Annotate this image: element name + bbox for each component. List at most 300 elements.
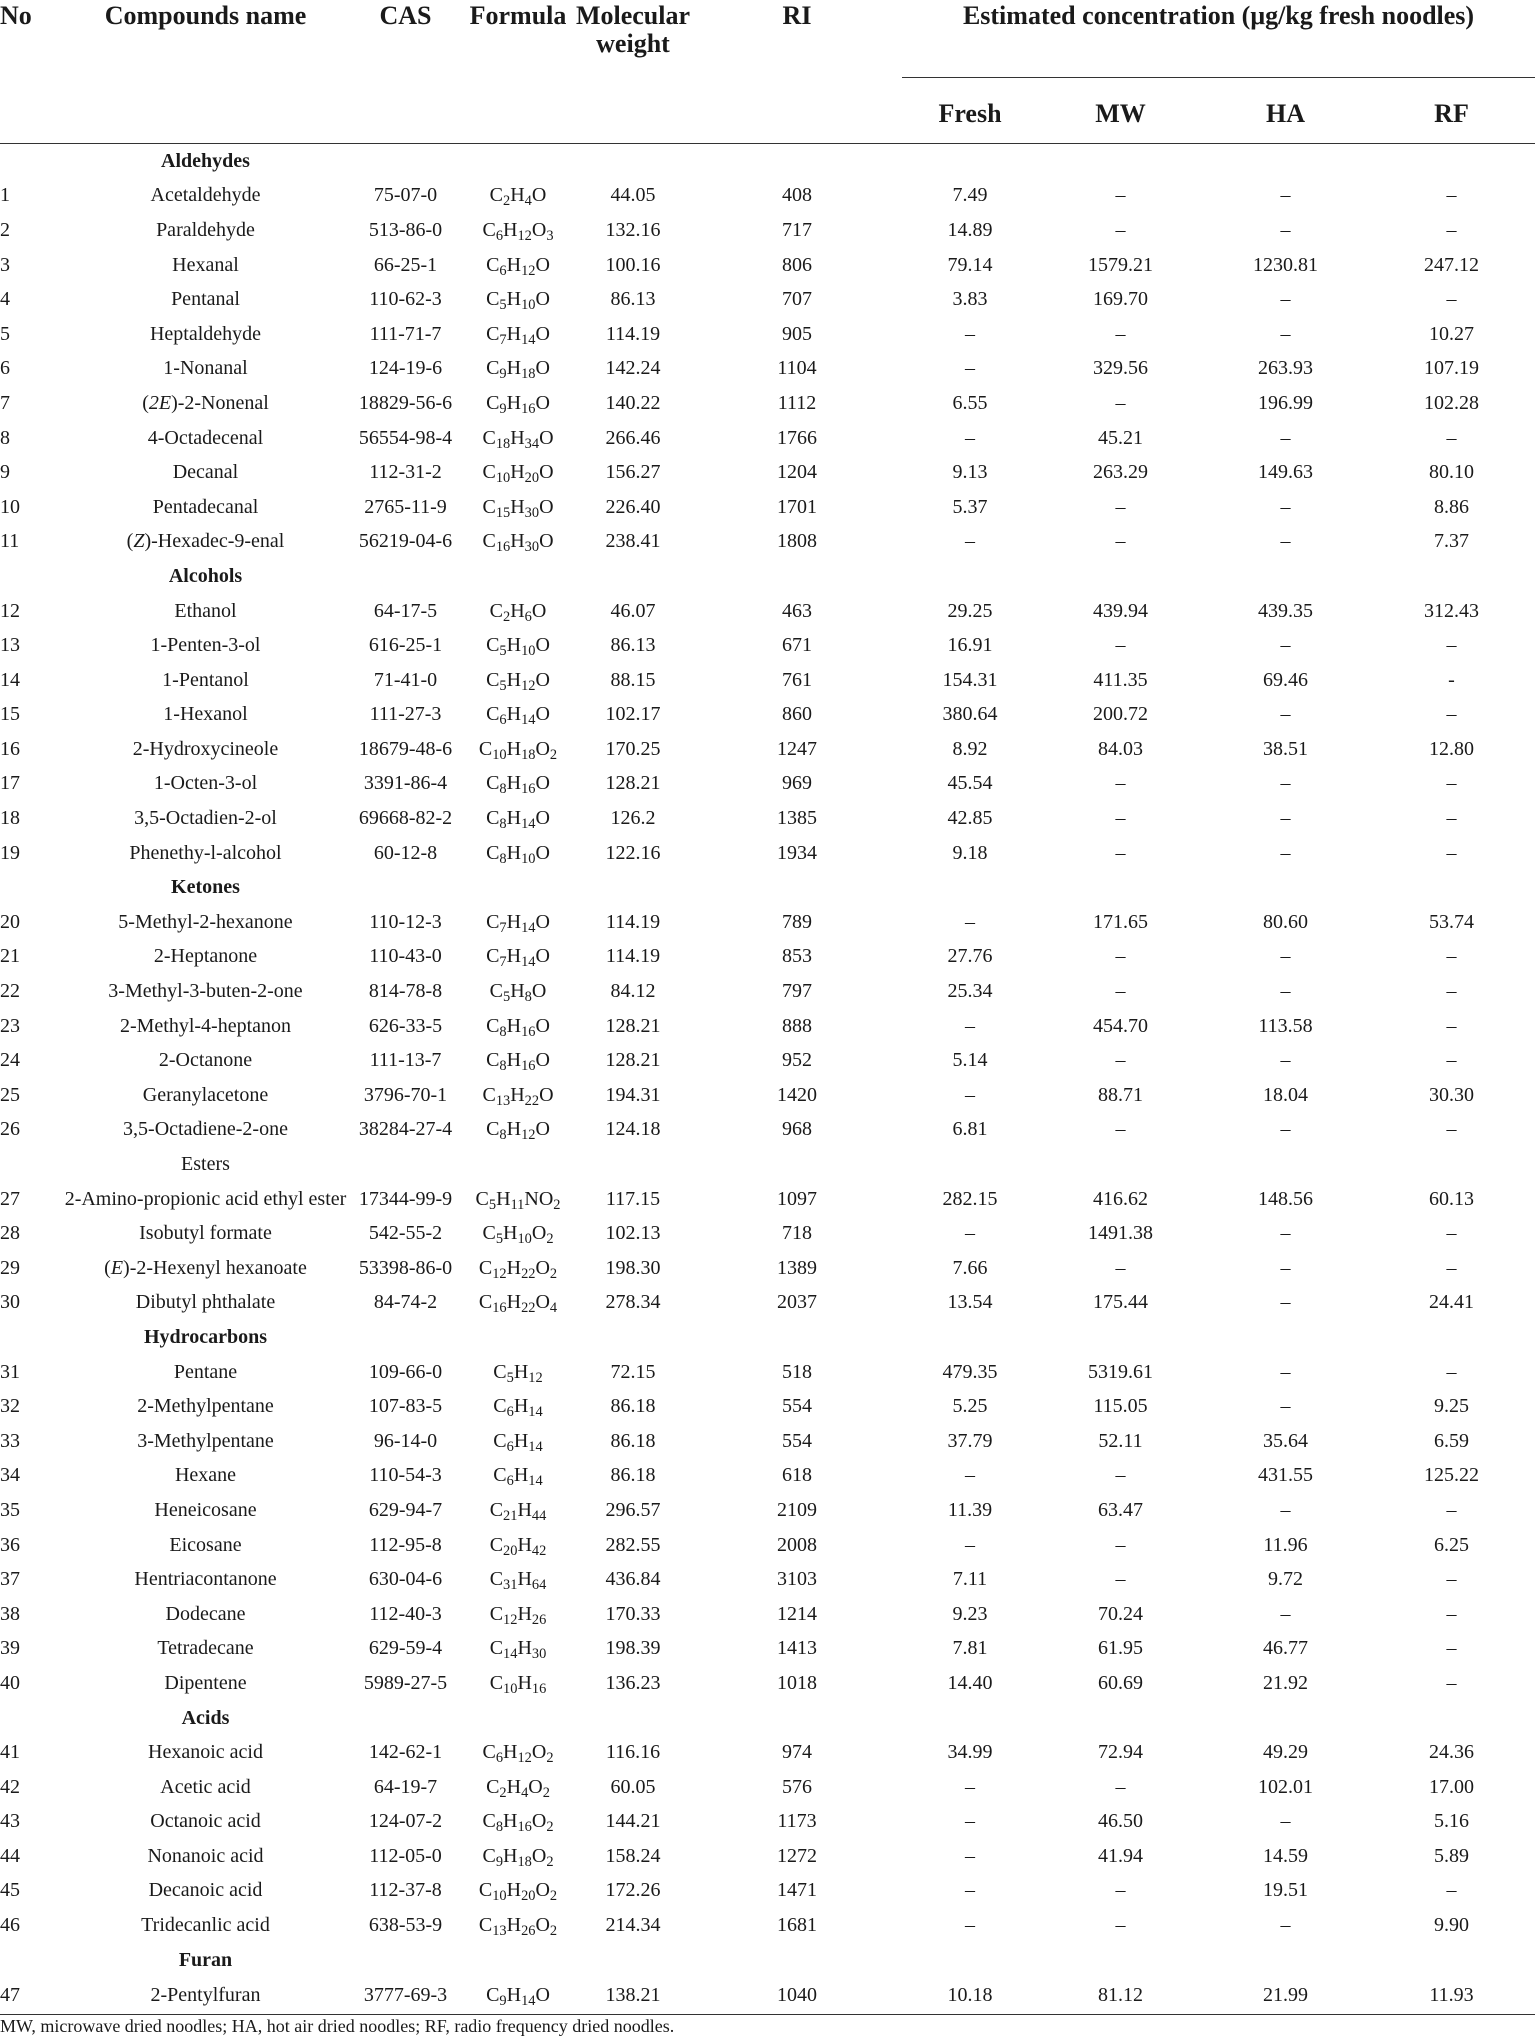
cell-cas: 542-55-2: [368, 1222, 443, 1245]
cell-ri: 1173: [777, 1810, 817, 1833]
cell-fresh: 3.83: [952, 288, 988, 311]
cell-rf: 5.89: [1434, 1844, 1469, 1867]
cell-ha: 19.51: [1263, 1879, 1308, 1902]
cell-formula: $C_{13}H_{26}O_2$: [478, 1914, 558, 1940]
cell-ha: 80.60: [1263, 910, 1308, 933]
cell-molecular-weight: 194.31: [605, 1083, 661, 1106]
table-row: [0, 974, 1535, 1009]
cell-fresh: 6.55: [952, 391, 988, 414]
cell-mw: –: [1115, 391, 1126, 414]
cell-ha: –: [1280, 980, 1291, 1003]
cell-mw: 454.70: [1093, 1014, 1148, 1037]
category-row: [0, 559, 1535, 594]
cell-molecular-weight: 266.46: [605, 426, 661, 449]
cell-fresh: 29.25: [947, 599, 993, 622]
cell-cas: 3391-86-4: [363, 772, 448, 795]
cell-cas: 84-74-2: [373, 1291, 438, 1314]
table-row: [0, 248, 1535, 283]
cell-molecular-weight: 124.18: [605, 1118, 661, 1141]
table-header: [0, 0, 1535, 144]
cell-ri: 969: [782, 772, 812, 795]
cell-cas: 814-78-8: [368, 980, 443, 1003]
cell-no: 45: [0, 1879, 20, 1902]
header-formula: Formula: [469, 1, 567, 30]
cell-fresh: 9.13: [952, 461, 988, 484]
category-spacer: [0, 870, 62, 905]
cell-ha: –: [1280, 1118, 1291, 1141]
cell-rf: –: [1446, 1602, 1457, 1625]
cell-cas: 616-25-1: [368, 634, 443, 657]
cell-ha: 69.46: [1263, 668, 1308, 691]
cell-no: 26: [0, 1118, 20, 1141]
cell-ha: –: [1280, 184, 1291, 207]
cell-ri: 905: [782, 322, 812, 345]
cell-ri: 1097: [777, 1187, 817, 1210]
cell-mw: –: [1115, 1049, 1126, 1072]
cell-ha: –: [1280, 426, 1291, 449]
cell-ri: 1471: [777, 1879, 817, 1902]
header-ha: HA: [1203, 78, 1368, 144]
cell-fresh: –: [965, 357, 975, 380]
cell-no: 35: [0, 1498, 20, 1521]
cell-compound-name: (E)-2-Hexenyl hexanoate: [104, 1256, 307, 1279]
cell-ha: 49.29: [1263, 1741, 1308, 1764]
cell-compound-name: 4-Octadecenal: [147, 426, 264, 449]
cell-compound-name: 2-Methylpentane: [137, 1395, 274, 1418]
cell-compound-name: Phenethy-l-alcohol: [129, 841, 282, 864]
cell-no: 15: [0, 703, 20, 726]
cell-rf: 8.86: [1434, 495, 1469, 518]
cell-molecular-weight: 282.55: [605, 1533, 661, 1556]
cell-cas: 124-07-2: [368, 1810, 443, 1833]
cell-rf: 11.93: [1368, 1977, 1535, 2015]
cell-formula: $C_6H_{14}O$: [486, 703, 550, 729]
table-row: [0, 421, 1535, 456]
cell-rf: 125.22: [1424, 1464, 1479, 1487]
cell-mw: –: [1115, 1568, 1126, 1591]
cell-cas: 56219-04-6: [358, 530, 453, 553]
cell-mw: 171.65: [1093, 910, 1148, 933]
cell-formula: $C_7H_{14}O$: [486, 945, 550, 971]
cell-rf: –: [1446, 945, 1457, 968]
cell-rf: 6.25: [1434, 1533, 1469, 1556]
cell-cas: 142-62-1: [368, 1741, 443, 1764]
table-row: [0, 179, 1535, 214]
cell-cas: 17344-99-9: [358, 1187, 453, 1210]
cell-cas: 629-59-4: [368, 1637, 443, 1660]
cell-formula: $C_8H_{12}O$: [486, 1118, 550, 1144]
cell-fresh: 14.89: [947, 218, 993, 241]
cell-mw: –: [1115, 218, 1126, 241]
cell-no: 4: [0, 288, 10, 311]
cell-rf: –: [1446, 1498, 1457, 1521]
cell-ha: 148.56: [1258, 1187, 1313, 1210]
cell-ha: –: [1280, 1810, 1291, 1833]
cell-no: 24: [0, 1049, 20, 1072]
cell-ri: 2008: [777, 1533, 817, 1556]
cell-ha: –: [1280, 218, 1291, 241]
table-row: [0, 525, 1535, 560]
cell-compound-name: 2-Methyl-4-heptanon: [119, 1014, 292, 1037]
cell-no: 12: [0, 599, 20, 622]
category-row: [0, 1320, 1535, 1355]
cell-ha: 439.35: [1258, 599, 1313, 622]
cell-no: 17: [0, 772, 20, 795]
cell-molecular-weight: 86.18: [610, 1464, 656, 1487]
cell-mw: –: [1115, 495, 1126, 518]
cell-formula: $C_{10}H_{20}O$: [482, 461, 554, 487]
cell-cas: 111-13-7: [369, 1049, 442, 1072]
cell-mw: 1491.38: [1088, 1222, 1153, 1245]
cell-ha: –: [1280, 1602, 1291, 1625]
cell-cas: 2765-11-9: [364, 495, 447, 518]
cell-ri: 1040: [692, 1977, 902, 2015]
cell-ha: 46.77: [1263, 1637, 1308, 1660]
cell-ri: 707: [782, 288, 812, 311]
cell-formula: $C_6H_{12}O_3$: [482, 218, 554, 245]
cell-rf: –: [1446, 1118, 1457, 1141]
cell-cas: 56554-98-4: [358, 426, 453, 449]
cell-molecular-weight: 278.34: [605, 1291, 661, 1314]
cell-mw: –: [1115, 1775, 1126, 1798]
category-label: Hydrocarbons: [144, 1325, 267, 1348]
cell-molecular-weight: 198.30: [605, 1256, 661, 1279]
cell-molecular-weight: 72.15: [610, 1360, 656, 1383]
cell-fresh: 8.92: [952, 737, 988, 760]
cell-molecular-weight: 46.07: [610, 599, 656, 622]
table-row: [0, 1666, 1535, 1701]
cell-cas: 64-17-5: [373, 599, 438, 622]
cell-formula: $C_8H_{10}O$: [486, 841, 550, 867]
header-molecular-weight: Molecular weight: [575, 1, 691, 58]
cell-formula: $C_6H_{12}O_2$: [482, 1741, 554, 1767]
category-row: [0, 1147, 1535, 1182]
cell-molecular-weight: 214.34: [605, 1914, 661, 1937]
category-row: [0, 1943, 1535, 1978]
table-row: [0, 1216, 1535, 1251]
cell-compound-name: Hentriacontanone: [134, 1568, 277, 1591]
cell-molecular-weight: 226.40: [605, 495, 661, 518]
header-ri: RI: [782, 1, 812, 30]
cell-mw: –: [1115, 841, 1126, 864]
cell-compound-name: (Z)-Hexadec-9-enal: [126, 530, 285, 553]
cell-cas: 626-33-5: [368, 1014, 443, 1037]
cell-ri: 1385: [777, 807, 817, 830]
cell-cas: 638-53-9: [368, 1914, 443, 1937]
cell-mw: –: [1115, 772, 1126, 795]
cell-no: 33: [0, 1429, 20, 1452]
cell-ri: 1766: [777, 426, 817, 449]
cell-compound-name: 2-Pentylfuran: [62, 1977, 349, 2015]
cell-cas: 513-86-0: [368, 218, 443, 241]
cell-ha: 102.01: [1258, 1775, 1313, 1798]
header-no: No: [0, 1, 32, 30]
cell-ha: –: [1280, 841, 1291, 864]
cell-no: 41: [0, 1741, 20, 1764]
category-filler: [349, 1147, 1535, 1182]
cell-formula: $C_5H_{11}NO_2$: [475, 1187, 561, 1213]
cell-no: 18: [0, 807, 20, 830]
cell-no: 9: [0, 461, 10, 484]
cell-cas: 110-12-3: [369, 910, 442, 933]
table-row: [0, 1355, 1535, 1390]
cell-ri: 554: [782, 1395, 812, 1418]
cell-cas: 111-71-7: [369, 322, 442, 345]
cell-ri: 408: [782, 184, 812, 207]
cell-rf: 80.10: [1429, 461, 1474, 484]
cell-fresh: 7.49: [952, 184, 988, 207]
table-row: [0, 1009, 1535, 1044]
cell-molecular-weight: 100.16: [605, 253, 661, 276]
category-spacer: [0, 1147, 62, 1182]
cell-fresh: 37.79: [947, 1429, 993, 1452]
cell-rf: 6.59: [1434, 1429, 1469, 1452]
cell-formula: $C_9H_{14}O$: [462, 1977, 574, 2015]
cell-fresh: 25.34: [947, 980, 993, 1003]
cell-formula: $C_9H_{16}O$: [486, 391, 550, 417]
cell-formula: $C_{18}H_{34}O$: [482, 426, 554, 452]
cell-ha: 18.04: [1263, 1083, 1308, 1106]
cell-molecular-weight: 122.16: [605, 841, 661, 864]
cell-cas: 124-19-6: [368, 357, 443, 380]
cell-formula: $C_2H_4O$: [489, 184, 547, 210]
cell-mw: 200.72: [1093, 703, 1148, 726]
table-row: [0, 594, 1535, 629]
cell-ha: 35.64: [1263, 1429, 1308, 1452]
cell-fresh: 154.31: [942, 668, 998, 691]
cell-no: 47: [0, 1977, 62, 2015]
cell-formula: $C_5H_{12}O$: [486, 668, 550, 694]
cell-fresh: 14.40: [947, 1671, 993, 1694]
cell-mw: 61.95: [1098, 1637, 1143, 1660]
cell-molecular-weight: 88.15: [610, 668, 656, 691]
cell-cas: 5989-27-5: [363, 1671, 448, 1694]
cell-formula: $C_8H_{16}O$: [486, 1014, 550, 1040]
cell-rf: –: [1446, 807, 1457, 830]
cell-mw: 439.94: [1093, 599, 1148, 622]
cell-mw: 72.94: [1098, 1741, 1143, 1764]
cell-molecular-weight: 86.18: [610, 1395, 656, 1418]
cell-compound-name: 5-Methyl-2-hexanone: [118, 910, 293, 933]
cell-molecular-weight: 436.84: [605, 1568, 661, 1591]
cell-molecular-weight: 132.16: [605, 218, 661, 241]
cell-no: 8: [0, 426, 10, 449]
cell-cas: 109-66-0: [368, 1360, 443, 1383]
cell-cas: 110-43-0: [369, 945, 442, 968]
category-spacer: [0, 144, 62, 179]
category-filler: [349, 144, 1535, 179]
cell-molecular-weight: 84.12: [610, 980, 656, 1003]
table-row: [0, 767, 1535, 802]
cell-mw: 329.56: [1093, 357, 1148, 380]
category-label: Aldehydes: [161, 149, 250, 172]
cell-molecular-weight: 138.21: [574, 1977, 692, 2015]
header-rf: RF: [1368, 78, 1535, 144]
cell-rf: –: [1446, 1049, 1457, 1072]
cell-formula: $C_8H_{16}O$: [486, 1049, 550, 1075]
cell-ha: –: [1280, 945, 1291, 968]
cell-formula: $C_6H_{14}$: [493, 1429, 543, 1455]
cell-no: 43: [0, 1810, 20, 1833]
cell-mw: 60.69: [1098, 1671, 1143, 1694]
cell-ri: 576: [782, 1775, 812, 1798]
cell-mw: 52.11: [1098, 1429, 1143, 1452]
table-row: [0, 1182, 1535, 1217]
cell-rf: 12.80: [1429, 737, 1474, 760]
cell-molecular-weight: 172.26: [605, 1879, 661, 1902]
cell-no: 14: [0, 668, 20, 691]
cell-no: 27: [0, 1187, 20, 1210]
cell-molecular-weight: 102.13: [605, 1222, 661, 1245]
cell-compound-name: 3-Methyl-3-buten-2-one: [108, 980, 303, 1003]
cell-cas: 38284-27-4: [358, 1118, 453, 1141]
cell-fresh: –: [965, 1879, 975, 1902]
cell-formula: $C_5H_8O$: [489, 980, 547, 1006]
table-row: [0, 663, 1535, 698]
cell-cas: 60-12-8: [373, 841, 438, 864]
cell-rf: –: [1446, 703, 1457, 726]
cell-molecular-weight: 86.18: [610, 1429, 656, 1452]
cell-ha: –: [1280, 288, 1291, 311]
cell-ha: 263.93: [1258, 357, 1313, 380]
cell-molecular-weight: 296.57: [605, 1498, 661, 1521]
header-cas: CAS: [379, 1, 432, 30]
cell-fresh: 7.11: [952, 1568, 988, 1591]
cell-ri: 717: [782, 218, 812, 241]
cell-ha: 9.72: [1268, 1568, 1303, 1591]
cell-molecular-weight: 136.23: [605, 1671, 661, 1694]
cell-no: 38: [0, 1602, 20, 1625]
cell-molecular-weight: 114.19: [605, 945, 661, 968]
cell-mw: 63.47: [1098, 1498, 1143, 1521]
cell-formula: $C_5H_{10}O$: [486, 634, 550, 660]
cell-compound-name: Pentane: [173, 1360, 238, 1383]
cell-mw: –: [1115, 1879, 1126, 1902]
cell-ha: –: [1280, 1498, 1291, 1521]
cell-ri: 463: [782, 599, 812, 622]
cell-molecular-weight: 156.27: [605, 461, 661, 484]
cell-ri: 1247: [777, 737, 817, 760]
cell-no: 28: [0, 1222, 20, 1245]
cell-molecular-weight: 114.19: [605, 322, 661, 345]
cell-formula: $C_5H_{10}O_2$: [482, 1222, 554, 1248]
cell-rf: 17.00: [1429, 1775, 1474, 1798]
cell-cas: 112-40-3: [369, 1602, 442, 1625]
cell-ri: 518: [782, 1360, 812, 1383]
cell-molecular-weight: 170.33: [605, 1602, 661, 1625]
cell-fresh: 5.37: [952, 495, 988, 518]
cell-cas: 112-05-0: [369, 1844, 442, 1867]
cell-no: 34: [0, 1464, 20, 1487]
cell-formula: $C_7H_{14}O$: [486, 322, 550, 348]
cell-formula: $C_{16}H_{30}O$: [482, 530, 554, 556]
cell-no: 40: [0, 1671, 20, 1694]
category-row: [0, 1701, 1535, 1736]
cell-ri: 1681: [777, 1914, 817, 1937]
cell-mw: –: [1115, 980, 1126, 1003]
cell-no: 23: [0, 1014, 20, 1037]
cell-ri: 1413: [777, 1637, 817, 1660]
table-row: [0, 905, 1535, 940]
table-row: [0, 1735, 1535, 1770]
cell-compound-name: 2-Heptanone: [153, 945, 258, 968]
cell-no: 36: [0, 1533, 20, 1556]
cell-molecular-weight: 238.41: [605, 530, 661, 553]
table-row: [0, 455, 1535, 490]
cell-ri: 797: [782, 980, 812, 1003]
cell-molecular-weight: 86.13: [610, 634, 656, 657]
cell-ri: 1701: [777, 495, 817, 518]
category-label: Esters: [181, 1153, 230, 1176]
cell-rf: –: [1446, 1879, 1457, 1902]
category-label: Alcohols: [168, 564, 243, 587]
cell-compound-name: Nonanoic acid: [147, 1844, 264, 1867]
cell-ri: 789: [782, 910, 812, 933]
cell-compound-name: Tridecanlic acid: [141, 1914, 270, 1937]
cell-compound-name: (2E)-2-Nonenal: [142, 391, 269, 414]
cell-cas: 69668-82-2: [358, 807, 453, 830]
cell-ri: 1808: [777, 530, 817, 553]
cell-mw: –: [1115, 530, 1126, 553]
table-row: [0, 801, 1535, 836]
cell-formula: $C_{15}H_{30}O$: [482, 495, 554, 521]
cell-ha: 11.96: [1263, 1533, 1308, 1556]
category-label: Ketones: [171, 876, 240, 899]
cell-rf: –: [1446, 634, 1457, 657]
table-footnote: MW, microwave dried noodles; HA, hot air dried noodles; RF, radio frequency dried noodles.: [0, 2016, 675, 2036]
cell-formula: $C_{31}H_{64}$: [489, 1568, 547, 1594]
cell-rf: –: [1446, 1222, 1457, 1245]
cell-compound-name: Hexanal: [172, 253, 239, 276]
cell-ha: –: [1280, 1222, 1291, 1245]
cell-no: 37: [0, 1568, 20, 1591]
cell-formula: $C_7H_{14}O$: [486, 910, 550, 936]
cell-ri: 718: [782, 1222, 812, 1245]
cell-mw: –: [1115, 184, 1126, 207]
cell-mw: 84.03: [1098, 737, 1143, 760]
table-row: [0, 317, 1535, 352]
category-row: [0, 144, 1535, 179]
category-row: [0, 870, 1535, 905]
cell-mw: 1579.21: [1088, 253, 1153, 276]
cell-rf: 24.41: [1429, 1291, 1474, 1314]
cell-mw: 41.94: [1098, 1844, 1143, 1867]
cell-compound-name: 1-Octen-3-ol: [153, 772, 258, 795]
cell-ha: –: [1280, 322, 1291, 345]
cell-ri: 974: [782, 1741, 812, 1764]
cell-mw: –: [1115, 807, 1126, 830]
cell-formula: $C_6H_{14}$: [493, 1395, 543, 1421]
cell-formula: $C_8H_{16}O_2$: [482, 1810, 554, 1836]
cell-ha: 431.55: [1258, 1464, 1313, 1487]
cell-cas: 18679-48-6: [358, 737, 453, 760]
table-row: [0, 213, 1535, 248]
cell-rf: 312.43: [1424, 599, 1479, 622]
cell-formula: $C_{12}H_{22}O_2$: [478, 1256, 558, 1282]
cell-cas: 3796-70-1: [363, 1083, 448, 1106]
cell-no: 20: [0, 910, 20, 933]
table-row: [0, 1562, 1535, 1597]
cell-no: 13: [0, 634, 20, 657]
cell-fresh: 45.54: [947, 772, 993, 795]
cell-molecular-weight: 60.05: [610, 1775, 656, 1798]
category-filler: [349, 1320, 1535, 1355]
cell-formula: $C_5H_{12}$: [493, 1360, 543, 1386]
cell-no: 46: [0, 1914, 20, 1937]
cell-fresh: 34.99: [947, 1741, 993, 1764]
cell-fresh: 5.25: [952, 1395, 988, 1418]
cell-rf: 10.27: [1429, 322, 1474, 345]
